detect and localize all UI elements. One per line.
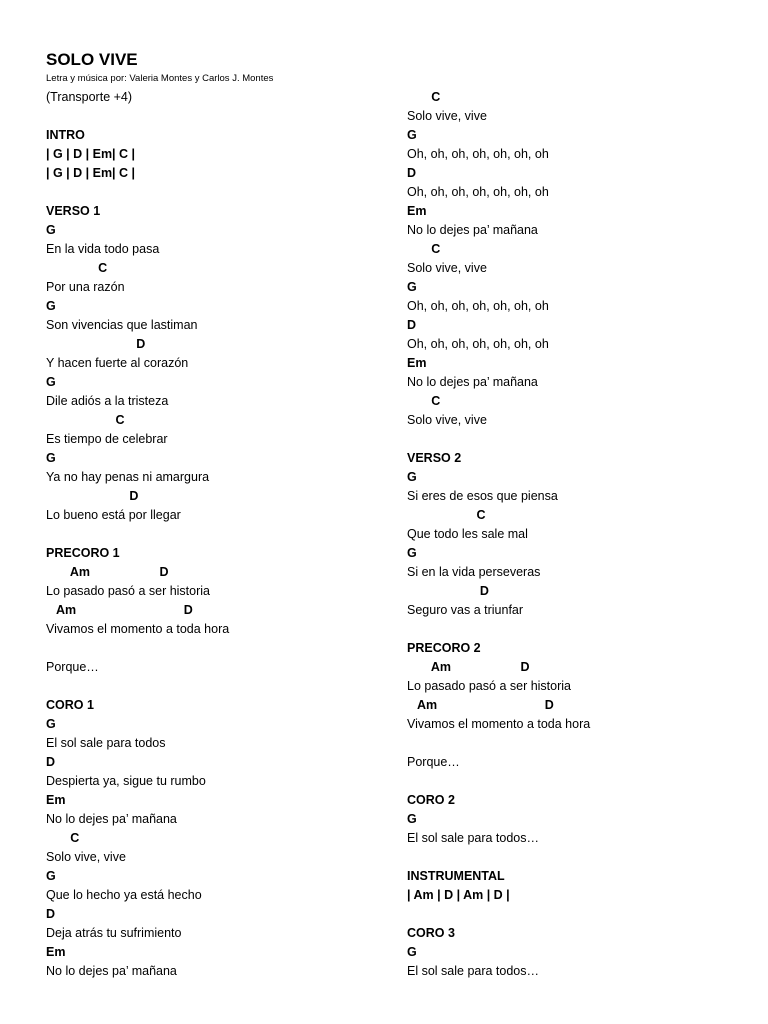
chord-line: D [46,337,146,351]
section-heading: VERSO 1 [46,204,101,218]
lyric-line: Oh, oh, oh, oh, oh, oh, oh [407,185,549,199]
section-heading: INTRO [46,128,85,142]
lyric-line: Oh, oh, oh, oh, oh, oh, oh [407,337,549,351]
right-column [407,88,747,981]
lyric-line: Lo pasado pasó a ser historia [46,584,210,598]
lyric-line: Solo vive, vive [407,413,487,427]
chord-line: C [46,261,108,275]
lyric-line: No lo dejes pa’ mañana [407,375,538,389]
chord-line: G [46,451,56,465]
lyric-line: Vivamos el momento a toda hora [407,717,591,731]
lyric-line: Por una razón [46,280,125,294]
song-credits: Letra y música por: Valeria Montes y Carlos J. Montes [46,73,274,84]
blank-line [407,905,747,924]
chord-line: D [407,166,417,180]
chord-line: Am D [46,565,169,579]
chord-line: C [46,413,125,427]
blank-line [46,107,386,126]
chord-line: C [46,831,80,845]
chord-line: Em [407,356,427,370]
chord-line: G [46,223,56,237]
lyric-line: Que todo les sale mal [407,527,528,541]
chord-line: D [407,584,489,598]
section-heading: CORO 3 [407,926,455,940]
lyric-line: Porque… [407,755,460,769]
lyric-line: Solo vive, vive [407,261,487,275]
lyric-line: Si eres de esos que piensa [407,489,558,503]
blank-line [407,734,747,753]
chord-line: C [407,508,486,522]
lyric-line: Es tiempo de celebrar [46,432,168,446]
chord-line: D [407,318,417,332]
lyric-line: El sol sale para todos… [407,964,540,978]
blank-line [46,183,386,202]
chord-line: C [407,242,441,256]
lyric-line: Que lo hecho ya está hecho [46,888,202,902]
lyric-line: Vivamos el momento a toda hora [46,622,230,636]
chord-line: | G | D | Em| C | [46,147,136,161]
chord-line: D [46,907,56,921]
chord-line: | Am | D | Am | D | [407,888,510,902]
lyric-line: Dile adiós a la tristeza [46,394,169,408]
chord-line: D [46,755,56,769]
chord-line: C [407,90,441,104]
section-heading: VERSO 2 [407,451,462,465]
lyric-line: El sol sale para todos [46,736,166,750]
lyric-line: Seguro vas a triunfar [407,603,524,617]
lyric-line: En la vida todo pasa [46,242,160,256]
lyric-line: El sol sale para todos… [407,831,540,845]
chord-line: G [407,280,417,294]
chord-line: G [46,299,56,313]
chord-line: G [46,375,56,389]
section-heading: PRECORO 2 [407,641,481,655]
lyric-line: Oh, oh, oh, oh, oh, oh, oh [407,147,549,161]
chord-line: Am D [407,660,530,674]
section-heading: CORO 2 [407,793,455,807]
lyric-line: Y hacen fuerte al corazón [46,356,189,370]
chord-line: | G | D | Em| C | [46,166,136,180]
lyric-line: Despierta ya, sigue tu rumbo [46,774,206,788]
blank-line [46,525,386,544]
lyric-line: Solo vive, vive [46,850,126,864]
blank-line [46,677,386,696]
blank-line [407,430,747,449]
chord-line: G [407,546,417,560]
chord-line: G [46,869,56,883]
chord-line: G [407,128,417,142]
section-heading: CORO 1 [46,698,94,712]
lyric-line: Deja atrás tu sufrimiento [46,926,182,940]
chord-line: Am D [46,603,193,617]
chord-line: G [407,945,417,959]
chord-line: C [407,394,441,408]
blank-line [46,639,386,658]
chord-line: Am D [407,698,554,712]
lyric-line: No lo dejes pa’ mañana [46,812,177,826]
lyric-line: No lo dejes pa’ mañana [46,964,177,978]
chord-line: G [407,812,417,826]
lyric-line: Son vivencias que lastiman [46,318,198,332]
lyric-line: Oh, oh, oh, oh, oh, oh, oh [407,299,549,313]
lyric-line: No lo dejes pa’ mañana [407,223,538,237]
lyric-line: Lo bueno está por llegar [46,508,181,522]
blank-line [407,772,747,791]
chord-line: Em [407,204,427,218]
chord-line: G [46,717,56,731]
left-column [46,88,386,981]
chord-line: G [407,470,417,484]
lyric-line: Porque… [46,660,99,674]
chord-line: D [46,489,139,503]
chord-line: Em [46,793,66,807]
blank-line [407,620,747,639]
song-title: SOLO VIVE [46,50,138,69]
section-heading: INSTRUMENTAL [407,869,505,883]
chord-line: Em [46,945,66,959]
blank-line [407,848,747,867]
lyric-line: Si en la vida perseveras [407,565,541,579]
lyric-line: (Transporte +4) [46,90,133,104]
lyric-line: Solo vive, vive [407,109,487,123]
section-heading: PRECORO 1 [46,546,120,560]
lyric-line: Lo pasado pasó a ser historia [407,679,571,693]
lyric-line: Ya no hay penas ni amargura [46,470,210,484]
